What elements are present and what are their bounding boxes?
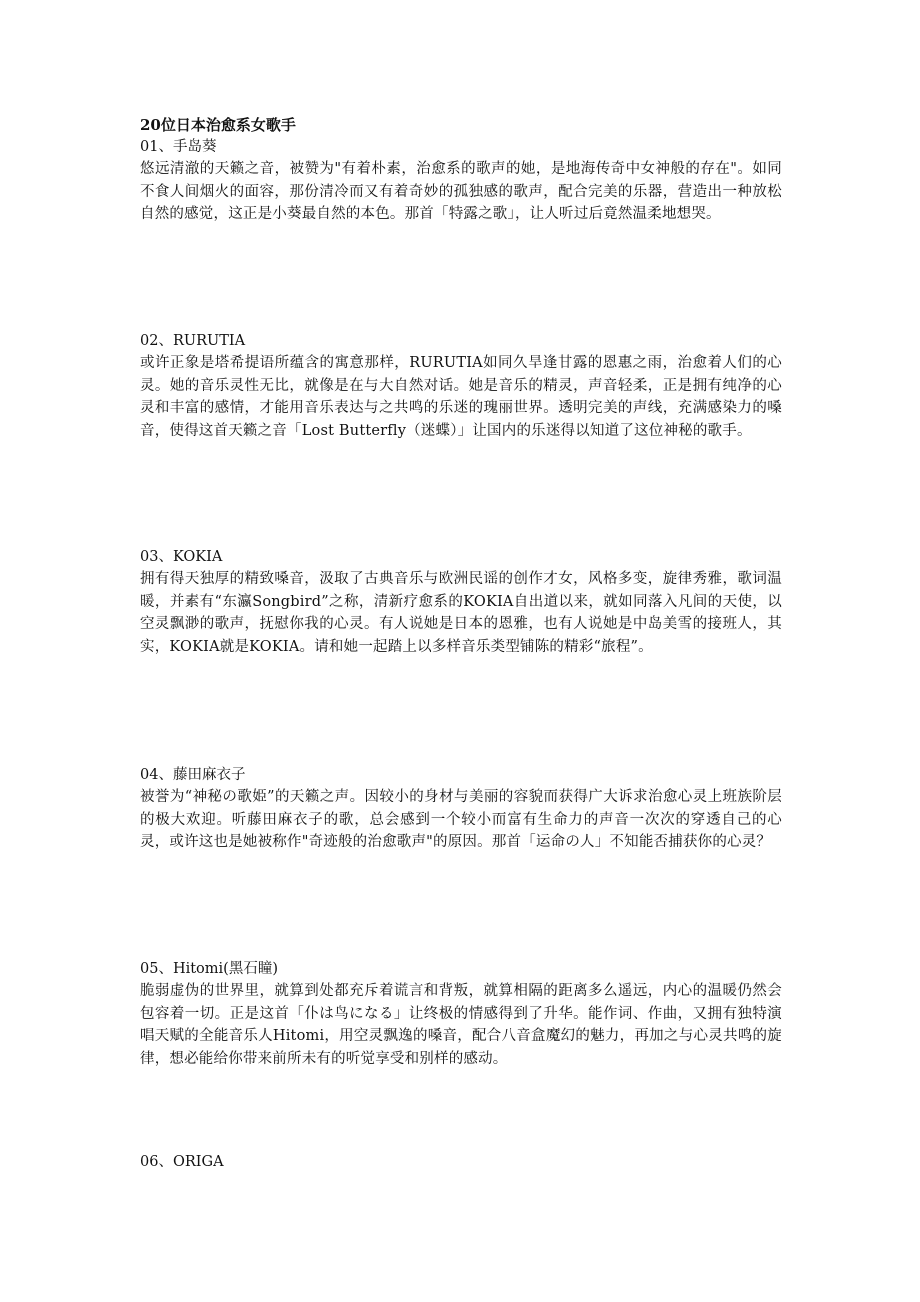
entry-body: 或许正象是塔希提语所蕴含的寓意那样，RURUTIA如同久旱逢甘露的恩惠之雨，治愈着人们的心灵。她的音乐灵性无比，就像是在与大自然对话。她是音乐的精灵，声音轻柔，正是拥有纯净的心灵和丰富的感情，才能用音乐表达与之共鸣的乐迷的瑰丽世界。透明完美的声线，充满感染力的嗓音，使得这首天籁之音「Lost Butterfly（迷蝶）」让国内的乐迷得以知道了这位神秘的歌手。 xyxy=(140,355,782,439)
singer-entry-06 xyxy=(140,1151,782,1173)
entry-heading: 05、Hitomi(黑石瞳) xyxy=(140,961,278,977)
entry-heading: 06、ORIGA xyxy=(140,1154,224,1170)
entry-body: 脆弱虚伪的世界里，就算到处都充斥着谎言和背叛，就算相隔的距离多么遥远，内心的温暖仍然会包容着一切。正是这首「仆は鸟になる」让终极的情感得到了升华。能作词、作曲，又拥有独特演唱天赋的全能音乐人Hitomi，用空灵飘逸的嗓音，配合八音盒魔幻的魅力，再加之与心灵共鸣的旋律，想必能给你带来前所未有的听觉享受和别样的感动。 xyxy=(140,983,782,1067)
entry-body: 悠远清澈的天籁之音，被赞为"有着朴素，治愈系的歌声的她，是地海传奇中女神般的存在"。如同不食人间烟火的面容，那份清冷而又有着奇妙的孤独感的歌声，配合完美的乐器，营造出一种放松自然的感觉，这正是小葵最自然的本色。那首「特露之歌」，让人听过后竟然温柔地想哭。 xyxy=(140,161,782,222)
entry-heading: 03、KOKIA xyxy=(140,549,223,565)
entry-heading: 01、手岛葵 xyxy=(140,139,217,155)
singer-entry-05 xyxy=(140,958,782,1070)
singer-entry-01 xyxy=(140,136,782,226)
document-page xyxy=(140,114,782,1170)
entry-heading: 04、藤田麻衣子 xyxy=(140,767,246,783)
entry-body: 拥有得天独厚的精致嗓音，汲取了古典音乐与欧洲民谣的创作才女，风格多变，旋律秀雅，歌词温暖，并素有“东瀛Songbird”之称，清新疗愈系的KOKIA自出道以来，就如同落入凡间的天使，以空灵飘渺的歌声，抚慰你我的心灵。有人说她是日本的恩雅，也有人说她是中岛美雪的接班人，其实，KOKIA就是KOKIA。请和她一起踏上以多样音乐类型铺陈的精彩“旅程”。 xyxy=(140,571,782,655)
entry-heading: 02、RURUTIA xyxy=(140,333,246,349)
singer-entry-03 xyxy=(140,546,782,658)
entry-body: 被誉为“神秘の歌姫”的天籁之声。因较小的身材与美丽的容貌而获得广大诉求治愈心灵上班族阶层的极大欢迎。听藤田麻衣子的歌，总会感到一个较小而富有生命力的声音一次次的穿透自己的心灵，或许这也是她被称作"奇迹般的治愈歌声"的原因。那首「运命の人」不知能否捕获你的心灵？ xyxy=(140,789,782,850)
document-title: 20位日本治愈系女歌手 xyxy=(140,116,296,134)
singer-entry-04 xyxy=(140,764,782,854)
singer-entry-02 xyxy=(140,330,782,442)
